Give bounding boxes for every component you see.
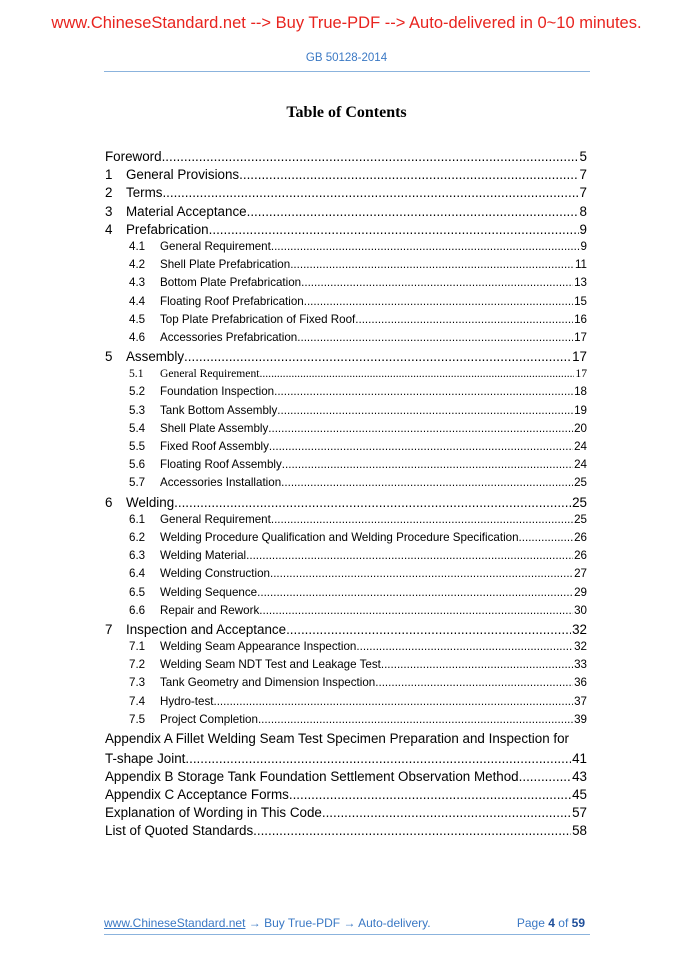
toc-entry[interactable] — [105, 495, 587, 513]
toc-entry-page: 20 — [574, 421, 587, 435]
toc-entry-label: Assembly — [126, 349, 185, 365]
toc-entry-page: 58 — [572, 823, 587, 839]
dot-leader — [301, 276, 573, 289]
toc-entry-label: Inspection and Acceptance — [126, 621, 287, 637]
toc-entry[interactable] — [105, 640, 587, 658]
toc-entry[interactable] — [105, 769, 587, 787]
toc-entry-number: 6 — [105, 494, 113, 510]
toc-entry-label: General Requirement — [160, 239, 271, 253]
dot-leader — [519, 769, 571, 784]
toc-entry-label: Welding Seam NDT Test and Leakage Test — [160, 658, 381, 672]
toc-entry-label: Terms — [126, 185, 163, 201]
toc-entry-number: 5 — [105, 349, 113, 365]
toc-entry-page: 33 — [574, 658, 587, 672]
toc-entry-page: 32 — [574, 640, 587, 654]
toc-entry-number: 4.5 — [129, 312, 146, 326]
toc-entry-number: 2 — [105, 185, 113, 201]
toc-entry-page: 18 — [574, 385, 587, 399]
dot-leader — [258, 713, 573, 726]
toc-entry-page: 7 — [579, 167, 587, 183]
toc-entry[interactable] — [105, 695, 587, 713]
dot-leader — [253, 823, 571, 838]
toc-entry-label: Repair and Rework — [160, 603, 260, 617]
toc-entry-page: 36 — [574, 676, 587, 690]
toc-entry-page: 9 — [580, 239, 587, 253]
toc-entry-number: 1 — [105, 167, 113, 183]
toc-entry-page: 17 — [575, 367, 587, 381]
dot-leader — [297, 331, 573, 344]
toc-entry-number: 5.4 — [129, 421, 146, 435]
dot-leader — [239, 167, 578, 182]
dot-leader — [174, 495, 571, 510]
toc-entry-label: General Requirement — [160, 512, 271, 526]
toc-entry-page: 25 — [572, 494, 587, 510]
dot-leader — [185, 751, 571, 766]
toc-entry-page: 27 — [574, 567, 587, 581]
dot-leader — [282, 458, 573, 471]
toc-entry-page: 5 — [579, 149, 587, 164]
toc-entry-label: Tank Bottom Assembly — [160, 403, 278, 417]
dot-leader — [246, 549, 573, 562]
dot-leader — [289, 787, 571, 802]
footer-promo-link[interactable] — [104, 916, 431, 930]
toc-entry[interactable] — [105, 422, 587, 440]
toc-entry-page: 25 — [574, 512, 587, 526]
toc-entry-label-line1: Appendix A Fillet Welding Seam Test Specimen Preparation and Inspection for — [105, 731, 569, 746]
toc-entry[interactable] — [105, 531, 587, 549]
toc-entry-number: 5.5 — [129, 440, 146, 453]
page-indicator — [517, 916, 585, 930]
toc-entry[interactable] — [105, 476, 587, 494]
toc-entry[interactable] — [105, 349, 587, 367]
dot-leader — [271, 240, 580, 253]
toc-entry[interactable] — [105, 823, 587, 841]
toc-entry-page: 24 — [574, 458, 587, 472]
toc-entry-label: Fixed Roof Assembly — [160, 440, 269, 453]
toc-entry-page: 8 — [579, 203, 587, 219]
dot-leader — [290, 258, 574, 271]
toc-entry-page: 39 — [574, 712, 587, 726]
dot-leader — [271, 513, 573, 526]
toc-entry-number: 4.4 — [129, 294, 146, 308]
dot-leader — [259, 604, 573, 617]
toc-entry-number: 5.7 — [129, 476, 146, 490]
toc-entry-label: Appendix C Acceptance Forms — [105, 786, 289, 802]
promo-banner[interactable]: www.ChineseStandard.net --> Buy True-PDF --> Auto-delivered in 0~10 minutes. — [51, 14, 642, 32]
toc-entry-page: 11 — [574, 258, 587, 272]
toc-entry-page: 30 — [574, 603, 587, 617]
toc-entry-number: 6.5 — [129, 585, 146, 599]
toc-entry[interactable] — [105, 222, 587, 240]
toc-entry-number: 5.2 — [129, 385, 146, 399]
toc-entry[interactable] — [105, 658, 587, 676]
dot-leader — [162, 185, 578, 200]
toc-entry-label: Accessories Prefabrication — [160, 330, 298, 344]
dot-leader — [257, 586, 573, 599]
standard-code-header: GB 50128-2014 — [305, 52, 388, 64]
toc-entry[interactable] — [105, 149, 587, 167]
toc-entry-page: 57 — [572, 805, 587, 821]
dot-leader — [274, 385, 573, 398]
toc-entry[interactable] — [105, 549, 587, 567]
page-current: 4 — [548, 916, 555, 930]
toc-entry-label: Tank Geometry and Dimension Inspection — [160, 676, 376, 690]
toc-entry-label: Welding Construction — [160, 567, 270, 581]
dot-leader — [247, 204, 579, 219]
dot-leader — [277, 404, 573, 417]
dot-leader — [381, 658, 573, 671]
page-total: 59 — [571, 916, 585, 930]
dot-leader — [269, 440, 573, 453]
toc-entry-label: General Provisions — [126, 167, 240, 183]
toc-entry-number: 5.1 — [129, 367, 144, 381]
toc-entry-label: Top Plate Prefabrication of Fixed Roof — [160, 312, 356, 326]
toc-entry-label: Accessories Installation — [160, 476, 282, 490]
toc-entry-label: Prefabrication — [126, 221, 209, 237]
toc-entry[interactable] — [105, 367, 587, 385]
toc-main-list — [105, 149, 587, 731]
toc-entry-label: Foundation Inspection — [160, 385, 275, 399]
toc-entry-label: Project Completion — [160, 712, 258, 726]
dot-leader — [213, 695, 573, 708]
toc-entry-page: 15 — [574, 294, 587, 308]
toc-entry-number: 7.3 — [129, 676, 146, 690]
toc-entry-page: 19 — [574, 403, 587, 417]
toc-entry[interactable] — [105, 676, 587, 694]
footer-promo-text: → Buy True-PDF → Auto-delivery. — [245, 916, 431, 930]
dot-leader — [270, 567, 573, 580]
toc-entry[interactable] — [105, 240, 587, 258]
page-title: Table of Contents — [286, 104, 407, 121]
toc-entry-page: 43 — [572, 768, 587, 784]
toc-entry[interactable] — [105, 513, 587, 531]
toc-entry-label: Shell Plate Prefabrication — [160, 258, 291, 272]
toc-entry-label: Welding — [126, 494, 175, 510]
page-of: of — [558, 916, 569, 930]
toc-entry-label: Explanation of Wording in This Code — [105, 805, 322, 821]
toc-entry-number: 7.4 — [129, 694, 146, 708]
toc-entry-page: 32 — [572, 621, 587, 637]
toc-entry-number: 6.1 — [129, 512, 146, 526]
dot-leader — [304, 295, 573, 308]
toc-entry-label: Shell Plate Assembly — [160, 421, 269, 435]
toc-entry[interactable] — [105, 313, 587, 331]
toc-entry-line2 — [105, 751, 587, 769]
dot-leader — [162, 149, 579, 164]
toc-entry[interactable] — [105, 805, 587, 823]
page-prefix: Page — [516, 916, 545, 930]
toc-entry-label: Bottom Plate Prefabrication — [160, 276, 302, 290]
dot-leader — [286, 622, 571, 637]
toc-entry[interactable] — [105, 331, 587, 349]
dot-leader — [355, 313, 573, 326]
toc-entry-number: 7.1 — [129, 640, 146, 654]
dot-leader — [519, 531, 574, 544]
toc-entry-page: 26 — [574, 530, 587, 544]
toc-entry-page: 29 — [574, 585, 587, 599]
toc-entry-label: Appendix B Storage Tank Foundation Settlement Observation Method — [105, 768, 519, 784]
toc-entry[interactable] — [105, 586, 587, 604]
toc-entry[interactable] — [105, 167, 587, 185]
toc-entry-number: 7.2 — [129, 658, 146, 672]
toc-entry-label-line2: T-shape Joint — [105, 750, 186, 766]
toc-entry[interactable] — [105, 404, 587, 422]
toc-entry-appendix-a[interactable] — [105, 731, 587, 769]
table-of-contents — [105, 149, 587, 841]
toc-entry-number: 7 — [105, 621, 113, 637]
dot-leader — [268, 422, 573, 435]
toc-entry-page: 17 — [572, 349, 587, 365]
toc-entry-page: 9 — [579, 221, 587, 237]
toc-entry[interactable] — [105, 458, 587, 476]
toc-entry-number: 4.3 — [129, 276, 146, 290]
toc-entry[interactable] — [105, 258, 587, 276]
toc-entry-label: Welding Procedure Qualification and Welding Procedure Specification — [160, 530, 519, 544]
dot-leader — [259, 367, 574, 380]
toc-tail-list — [105, 769, 587, 842]
toc-entry[interactable] — [105, 185, 587, 203]
toc-entry-page: 25 — [574, 476, 587, 490]
toc-entry[interactable] — [105, 604, 587, 622]
toc-entry-number: 4.6 — [129, 330, 146, 344]
toc-entry-number: 3 — [105, 203, 113, 219]
toc-entry-page: 41 — [572, 750, 587, 766]
toc-entry-number: 4.1 — [129, 239, 146, 253]
toc-entry-label: Hydro-test — [160, 694, 214, 708]
toc-entry-number: 4 — [105, 221, 113, 237]
dot-leader — [356, 640, 573, 653]
toc-entry[interactable] — [105, 295, 587, 313]
toc-entry-page: 26 — [574, 549, 587, 563]
toc-entry-label: Welding Seam Appearance Inspection — [160, 640, 357, 654]
toc-entry-number: 5.6 — [129, 458, 146, 472]
toc-entry-number: 6.2 — [129, 530, 146, 544]
toc-entry-label: List of Quoted Standards — [105, 823, 254, 839]
toc-entry-page: 7 — [579, 185, 587, 201]
header-divider — [104, 71, 590, 72]
footer-divider — [104, 934, 590, 935]
dot-leader — [322, 805, 571, 820]
toc-entry[interactable] — [105, 713, 587, 731]
toc-entry[interactable] — [105, 385, 587, 403]
dot-leader — [209, 222, 579, 237]
toc-entry[interactable] — [105, 440, 587, 458]
toc-entry-label: Floating Roof Assembly — [160, 458, 282, 472]
toc-entry-number: 6.3 — [129, 549, 146, 563]
dot-leader — [281, 476, 573, 489]
toc-entry-page: 17 — [574, 330, 587, 344]
toc-entry[interactable] — [105, 622, 587, 640]
toc-entry-number: 5.3 — [129, 403, 146, 417]
toc-entry-page: 16 — [574, 312, 587, 326]
toc-entry-page: 24 — [574, 440, 587, 453]
footer-site-link[interactable]: www.ChineseStandard.net — [104, 916, 246, 930]
toc-entry-label: Welding Sequence — [160, 585, 258, 599]
toc-entry-label: Material Acceptance — [126, 203, 247, 219]
toc-entry-number: 4.2 — [129, 258, 146, 272]
toc-entry[interactable] — [105, 567, 587, 585]
toc-entry-number: 6.4 — [129, 567, 146, 581]
toc-entry[interactable] — [105, 787, 587, 805]
toc-entry-label: Floating Roof Prefabrication — [160, 294, 304, 308]
toc-entry-page: 37 — [574, 694, 587, 708]
toc-entry-label: Welding Material — [160, 549, 247, 563]
toc-entry-number: 6.6 — [129, 603, 146, 617]
toc-entry[interactable] — [105, 204, 587, 222]
toc-entry-page: 13 — [574, 276, 587, 290]
toc-entry[interactable] — [105, 276, 587, 294]
toc-entry-label: General Requirement — [160, 367, 260, 381]
toc-entry-number: 7.5 — [129, 712, 146, 726]
toc-entry-page: 45 — [572, 786, 587, 802]
dot-leader — [184, 349, 571, 364]
dot-leader — [375, 676, 573, 689]
toc-entry-label: Foreword — [105, 149, 162, 164]
